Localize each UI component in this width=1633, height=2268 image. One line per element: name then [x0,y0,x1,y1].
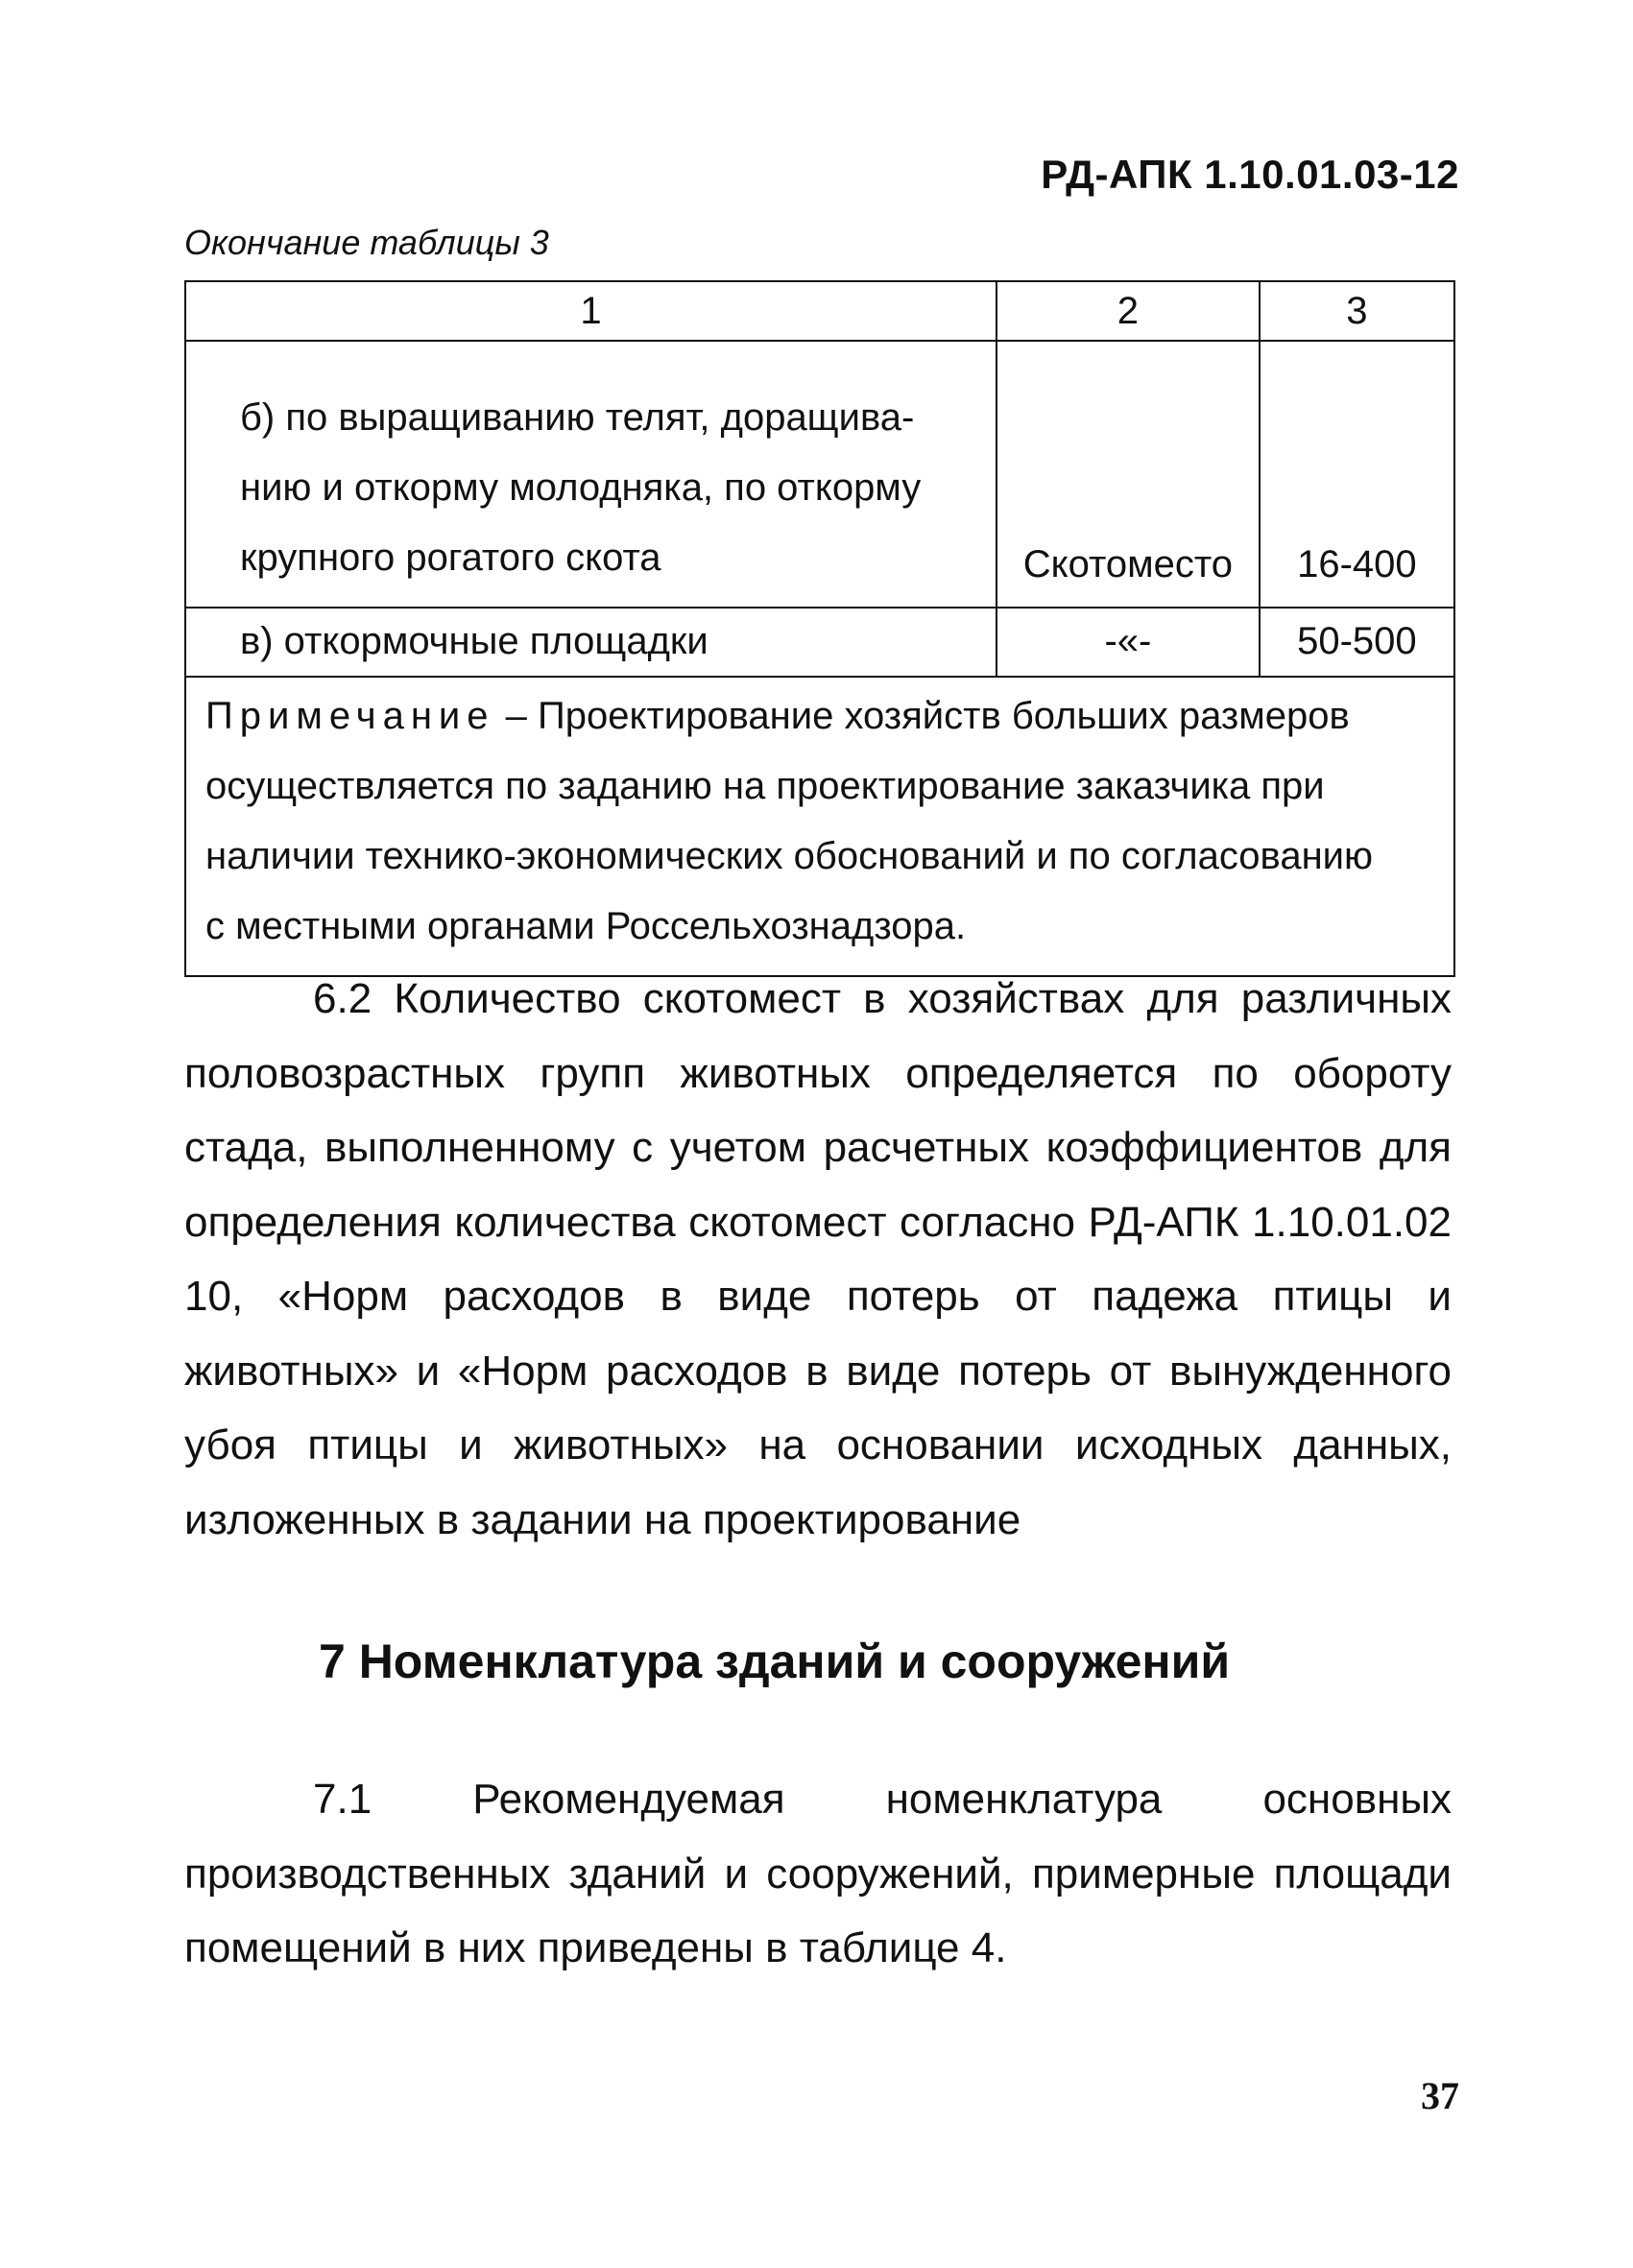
table-cell-unit [997,341,1260,608]
table-cell-range [1260,608,1454,677]
note-line: осуществляется по заданию на проектирование заказчика при [205,765,1325,807]
table-cell-unit [997,608,1260,677]
continuation-table [184,280,1455,977]
paragraph-7-1 [184,1762,1452,1986]
table-note-row [185,677,1454,976]
note-line: наличии технико-экономических обоснований и по согласованию [205,835,1373,877]
table-cell-description [185,341,997,608]
note-label: Примечание [205,695,495,737]
cell-value: 16-400 [1297,543,1417,585]
table-note [185,677,1454,976]
cell-line: крупного рогатого скота [240,537,661,579]
table-header-cell: 1 [185,281,997,341]
cell-value: Скотоместо [1022,543,1233,585]
note-line: Проектирование хозяйств больших размеров [538,695,1350,737]
table-header-cell: 2 [997,281,1260,341]
table-caption: Окончание таблицы 3 [184,223,549,262]
document-code: РД-АПК 1.10.01.03-12 [1041,152,1459,197]
paragraph-6-2 [184,962,1452,1557]
note-dash: – [494,695,539,737]
table-cell-range [1260,341,1454,608]
cell-value: 50-500 [1297,620,1417,662]
table-header-row [185,281,1454,341]
cell-value: -«- [1104,620,1152,662]
page-number: 37 [1421,2074,1459,2117]
table-row [185,608,1454,677]
paragraph-text: 6.2 Количество скотомест в хозяйствах для различных половозрастных групп животных определяется по обороту стада, выполненному с учетом расчетных коэффициентов для определения количества скотомест согласно РД-АПК 1.10.01.02 10, «Норм расходов в виде потерь от падежа птицы и животных» и «Норм расходов в виде потерь от вынужденного убоя птицы и животных» на основании исходных данных, изложенных в задании на проектирование [184,975,1452,1543]
cell-line: б) по выращиванию телят, доращива- [240,396,915,439]
note-line: с местными органами Россельхознадзора. [205,905,967,947]
paragraph-text: 7.1 Рекомендуемая номенклатура основных производственных зданий и сооружений, примерные площади помещений в них приведены в таблице 4. [184,1776,1452,1971]
section-title: 7 Номенклатура зданий и сооружений [319,1635,1231,1688]
table-cell-description [185,608,997,677]
table-row [185,341,1454,608]
cell-line: в) откормочные площадки [240,620,708,662]
cell-line: нию и откорму молодняка, по откорму [240,466,922,509]
table-header-cell: 3 [1260,281,1454,341]
